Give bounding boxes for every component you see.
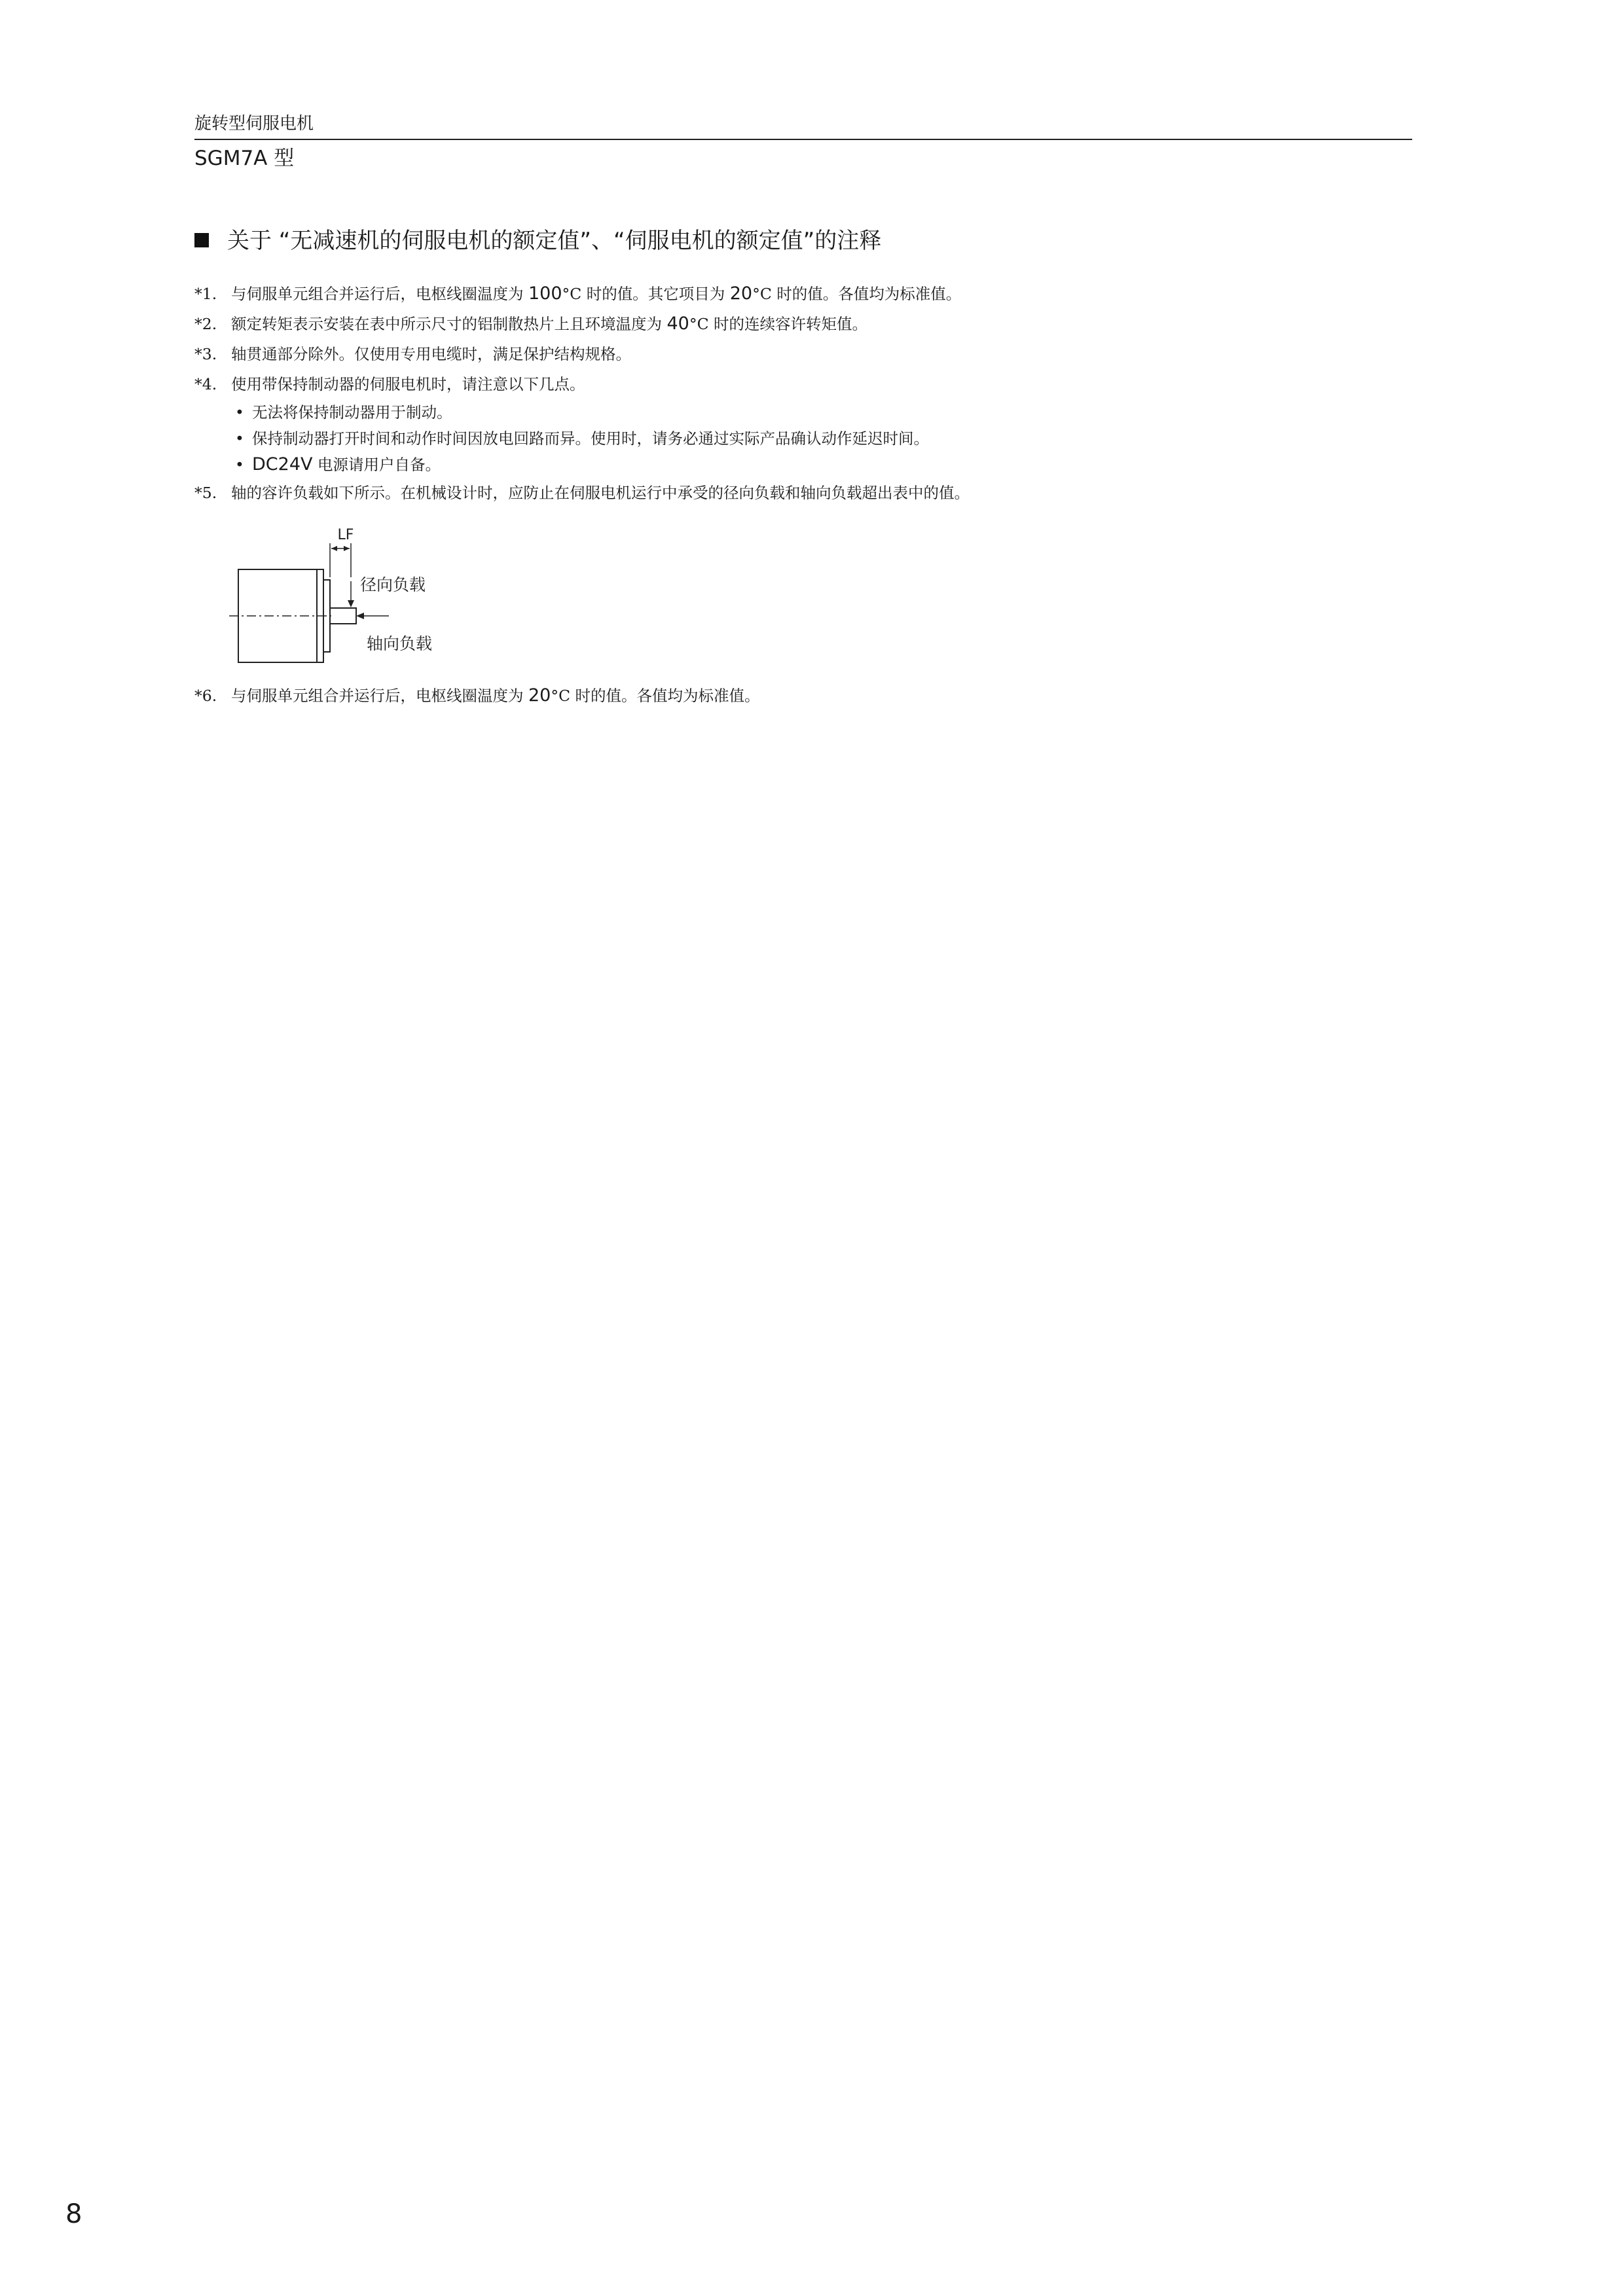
section-heading [194, 226, 881, 255]
note-4-bullet [194, 425, 1412, 452]
lf-arrow-right-icon [344, 546, 350, 551]
motor-shaft [330, 608, 356, 624]
note-text: 时的值。各值均为标准值。 [771, 285, 962, 303]
bullet-text: 电源请用户自备。 [312, 456, 441, 474]
note-value: 20 [729, 283, 753, 304]
note-4-bullet [194, 452, 1412, 478]
note-text: 时的值。各值均为标准值。 [570, 687, 760, 705]
note-1 [194, 279, 1412, 309]
note-6 [194, 681, 760, 711]
note-unit: °C [551, 687, 571, 705]
bullet-text: 无法将保持制动器用于制动。 [252, 403, 452, 422]
note-text: 轴的容许负载如下所示。在机械设计时，应防止在伺服电机运行中承受的径向负载和轴向负载超出表中的值。 [231, 484, 970, 502]
note-text: 轴贯通部分除外。仅使用专用电缆时，满足保护结构规格。 [231, 345, 631, 363]
note-mark: *1. [194, 285, 217, 303]
note-mark: *3. [194, 345, 217, 363]
note-4-bullet [194, 399, 1412, 425]
note-text: 与伺服单元组合并运行后，电枢线圈温度为 [231, 285, 528, 303]
bullet-icon: • [235, 429, 244, 448]
note-mark: *6. [194, 687, 217, 705]
note-mark: *2. [194, 315, 217, 333]
page-number: 8 [65, 2199, 82, 2229]
note-text: 与伺服单元组合并运行后，电枢线圈温度为 [231, 687, 528, 705]
header-category: 旋转型伺服电机 [194, 113, 1412, 140]
lf-arrow-left-icon [331, 546, 337, 551]
bullet-text: 保持制动器打开时间和动作时间因放电回路而异。使用时，请务必通过实际产品确认动作延迟时间。 [252, 429, 929, 448]
note-5 [194, 478, 1412, 508]
radial-load-arrow-icon [348, 600, 354, 607]
note-4 [194, 369, 1412, 399]
note-text: 时的值。其它项目为 [581, 285, 730, 303]
note-text: 使用带保持制动器的伺服电机时，请注意以下几点。 [231, 375, 585, 393]
note-value: 100 [528, 283, 562, 304]
note-unit: °C [562, 285, 582, 303]
note-value: 40 [666, 314, 689, 334]
note-unit: °C [752, 285, 772, 303]
bullet-icon: • [235, 403, 244, 422]
note-unit: °C [689, 315, 709, 333]
page-header [194, 113, 1412, 171]
notes-list [194, 279, 1412, 508]
note-mark: *5. [194, 484, 217, 502]
bullet-prefix: DC24V [252, 454, 313, 475]
header-model: SGM7A 型 [194, 147, 295, 170]
note-mark: *4. [194, 375, 217, 393]
section-heading-text: 关于 “无减速机的伺服电机的额定值”、“伺服电机的额定值”的注释 [227, 228, 882, 254]
square-bullet-icon [194, 233, 209, 247]
note-2 [194, 309, 1412, 339]
radial-load-label: 径向负载 [360, 575, 426, 594]
axial-load-arrow-icon [356, 613, 364, 619]
note-text: 额定转矩表示安装在表中所示尺寸的铝制散热片上且环境温度为 [231, 315, 667, 333]
note-text: 时的连续容许转矩值。 [708, 315, 868, 333]
note-value: 20 [528, 685, 551, 706]
shaft-load-diagram [216, 517, 491, 668]
note-3 [194, 339, 1412, 369]
lf-label: LF [337, 527, 354, 543]
bullet-icon: • [235, 456, 244, 474]
axial-load-label: 轴向负载 [367, 634, 433, 653]
